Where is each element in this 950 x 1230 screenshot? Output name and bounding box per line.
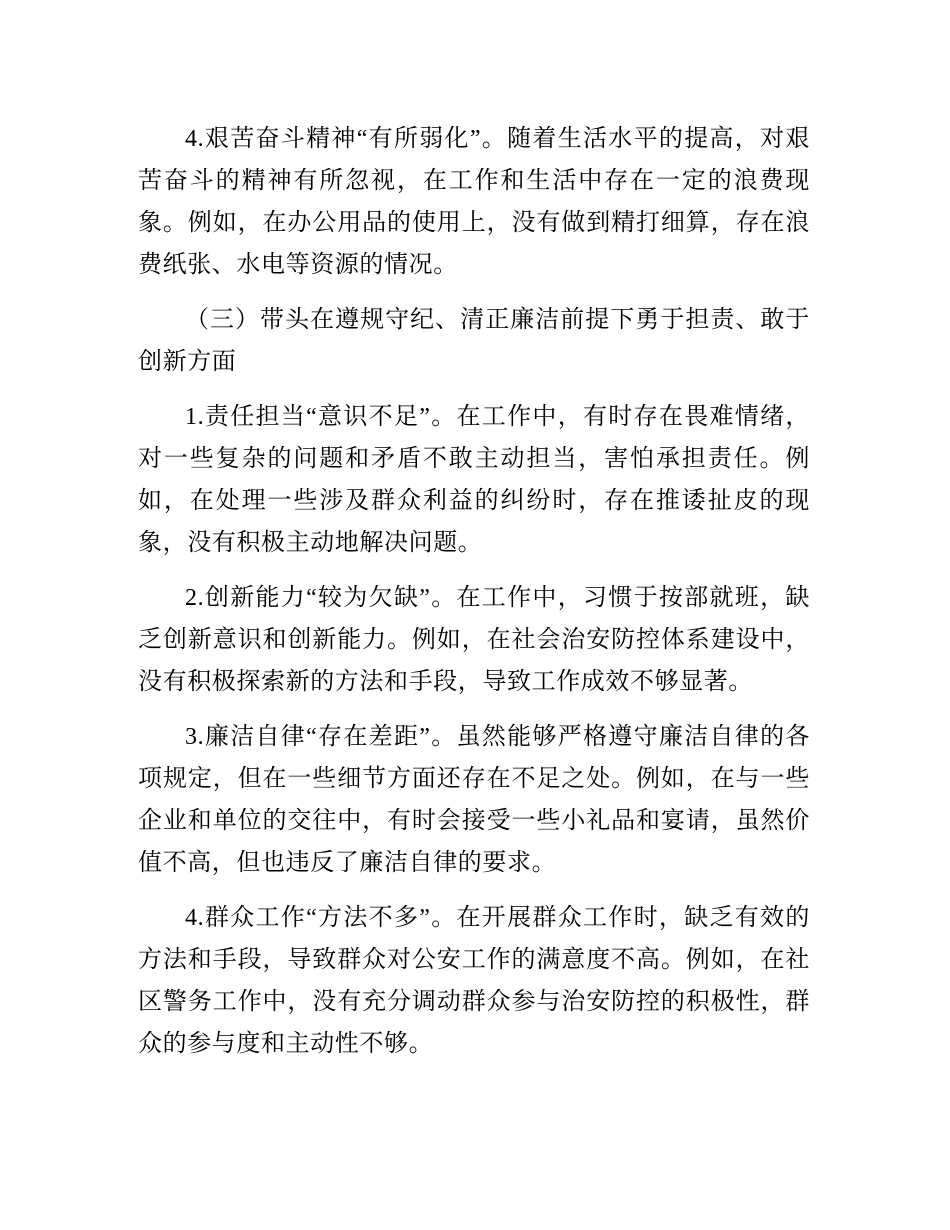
paragraph-hardship-struggle: 4.艰苦奋斗精神“有所弱化”。随着生活水平的提高，对艰苦奋斗的精神有所忽视，在工作和生活中存在一定的浪费现象。例如，在办公用品的使用上，没有做到精打细算，存在浪费纸张、水电等资源的情况。 [138,126,810,278]
paragraph-responsibility: 1.责任担当“意识不足”。在工作中，有时存在畏难情绪，对一些复杂的问题和矛盾不敢主动担当，害怕承担责任。例如，在处理一些涉及群众利益的纠纷时，存在推诿扯皮的现象，没有积极主动地解决问题。 [138,404,810,556]
paragraph-mass-work: 4.群众工作“方法不多”。在开展群众工作时，缺乏有效的方法和手段，导致群众对公安工作的满意度不高。例如，在社区警务工作中，没有充分调动群众参与治安防控的积极性，群众的参与度和主动性不够。 [138,905,810,1057]
paragraph-integrity: 3.廉洁自律“存在差距”。虽然能够严格遵守廉洁自律的各项规定，但在一些细节方面还存在不足之处。例如，在与一些企业和单位的交往中，有时会接受一些小礼品和宴请，虽然价值不高，但也违反了廉洁自律的要求。 [138,724,810,876]
section-heading-3: （三）带头在遵规守纪、清正廉洁前提下勇于担责、敢于创新方面 [138,307,810,375]
paragraph-innovation: 2.创新能力“较为欠缺”。在工作中，习惯于按部就班，缺乏创新意识和创新能力。例如，在社会治安防控体系建设中，没有积极探索新的方法和手段，导致工作成效不够显著。 [138,585,810,695]
